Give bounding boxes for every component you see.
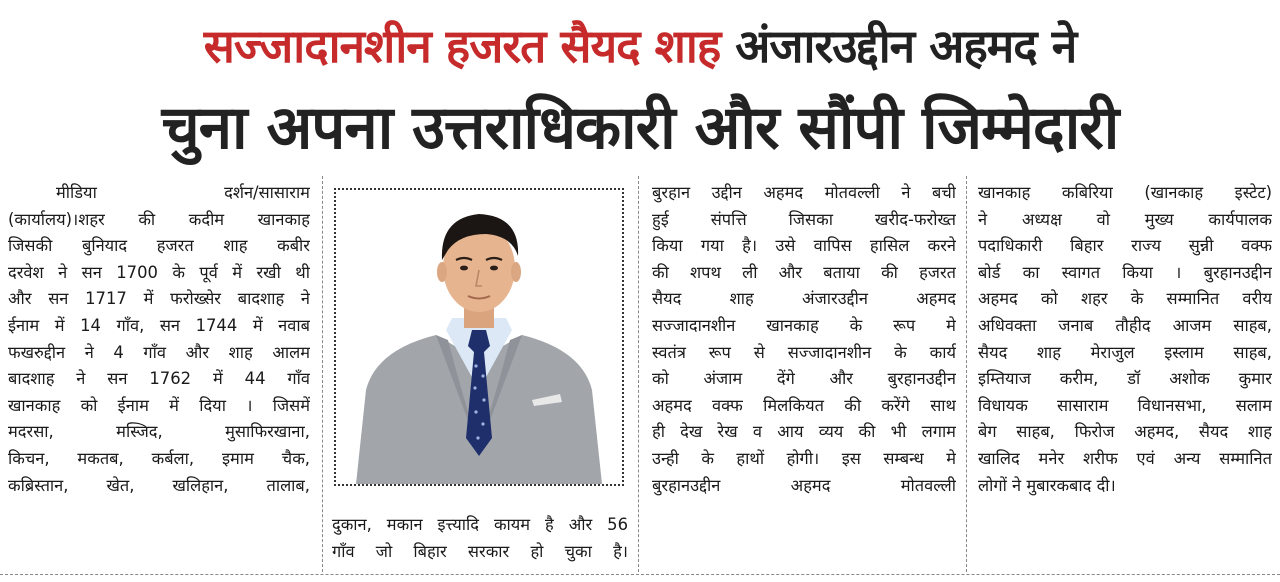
- text-line: मीडिया दर्शन/सासाराम: [56, 183, 310, 202]
- text-line: उन्ही के हाथों होगी। इस सम्बन्ध मे: [652, 448, 956, 468]
- article-column-4: [978, 180, 1272, 499]
- portrait-photo: [334, 188, 624, 486]
- text-line: इम्तियाज करीम, डॉ अशोक कुमार: [978, 369, 1272, 389]
- text-line: ईनाम में 14 गाँव, सन 1744 में नवाब: [8, 315, 310, 335]
- photo-caption: [332, 512, 628, 565]
- text-line: ही देख रेख व आय व्यय की भी लगाम: [652, 422, 956, 442]
- text-line: बोर्ड का स्वागत किया । बुरहानउद्दीन: [978, 262, 1272, 282]
- article-column-1: [8, 180, 310, 499]
- text-line: और सन 1717 में फरोख्सेर बादशाह ने: [8, 289, 310, 309]
- text-line: अहमद वक्फ मिलकियत की करेंगे साथ: [652, 395, 956, 415]
- headline-line-1: [0, 14, 1280, 78]
- text-line: को अंजाम देंगे और बुरहानउद्दीन: [652, 369, 956, 389]
- text-line: दुकान, मकान इत्त्यादि कायम है और 56: [332, 515, 628, 534]
- column-divider: [638, 176, 639, 572]
- text-line: कब्रिस्तान, खेत, खलिहान, तालाब,: [8, 475, 310, 495]
- text-line: खानकाह को ईनाम में दिया । जिसमें: [8, 395, 310, 415]
- text-line: गाँव जो बिहार सरकार हो चुका है।: [332, 541, 628, 561]
- text-line: सज्जादानशीन खानकाह के रूप मे: [652, 315, 956, 335]
- text-line: फखरुद्दीन ने 4 गाँव और शाह आलम: [8, 342, 310, 362]
- text-line: बुरहान उद्दीन अहमद मोतवल्ली ने बची: [652, 183, 956, 202]
- text-line: किचन, मकतब, कर्बला, इमाम चैक,: [8, 448, 310, 468]
- text-line: बुरहानउद्दीन अहमद मोतवल्ली: [652, 475, 956, 495]
- text-line: अहमद को शहर के सम्मानित वरीय: [978, 289, 1272, 309]
- text-line: स्वतंत्र रूप से सज्जादानशीन के कार्य: [652, 342, 956, 362]
- headline-black-part: अंजारउद्दीन अहमद ने: [735, 19, 1077, 73]
- text-line: खालिद मनेर शरीफ एवं अन्य सम्मानित: [978, 448, 1272, 468]
- text-line: ने अध्यक्ष वो मुख्य कार्यपालक: [978, 209, 1272, 229]
- text-line: जिसकी बुनियाद हजरत शाह कबीर: [8, 236, 310, 256]
- bottom-divider: [0, 574, 1280, 575]
- article-column-3: [652, 180, 956, 499]
- text-line: हुई संपत्ति जिसका खरीद-फरोख्त: [652, 209, 956, 229]
- text-line: लोगों ने मुबारकबाद दी।: [978, 475, 1116, 495]
- text-line: पदाधिकारी बिहार राज्य सुन्नी वक्फ: [978, 236, 1272, 256]
- text-line: मदरसा, मस्जिद, मुसाफिरखाना,: [8, 422, 310, 442]
- text-line: बेग साहब, फिरोज अहमद, सैयद शाह: [978, 422, 1272, 442]
- column-divider: [966, 176, 967, 572]
- portrait-image: [336, 190, 622, 484]
- text-line: खानकाह कबिरिया (खानकाह इस्टेट): [978, 183, 1272, 202]
- text-line: बादशाह ने सन 1762 में 44 गाँव: [8, 369, 310, 389]
- text-line: की शपथ ली और बताया की हजरत: [652, 262, 956, 282]
- text-line: सैयद शाह मेराजुल इस्लाम साहब,: [978, 342, 1272, 362]
- headline-red-part: सज्जादानशीन हजरत सैयद शाह: [203, 19, 721, 73]
- text-line: विधायक सासाराम विधानसभा, सलाम: [978, 395, 1272, 415]
- text-line: किया गया है। उसे वापिस हासिल करने: [652, 236, 956, 256]
- text-line: दरवेश ने सन 1700 के पूर्व में रखी थी: [8, 262, 310, 282]
- text-line: सैयद शाह अंजारउद्दीन अहमद: [652, 289, 956, 309]
- text-line: अधिवक्ता जनाब तौहीद आजम साहब,: [978, 315, 1272, 335]
- headline-line-2: चुना अपना उत्तराधिकारी और सौंपी जिम्मेदारी: [161, 93, 1119, 163]
- text-line: (कार्यालय)।शहर की कदीम खानकाह: [8, 209, 310, 229]
- column-divider: [322, 176, 323, 572]
